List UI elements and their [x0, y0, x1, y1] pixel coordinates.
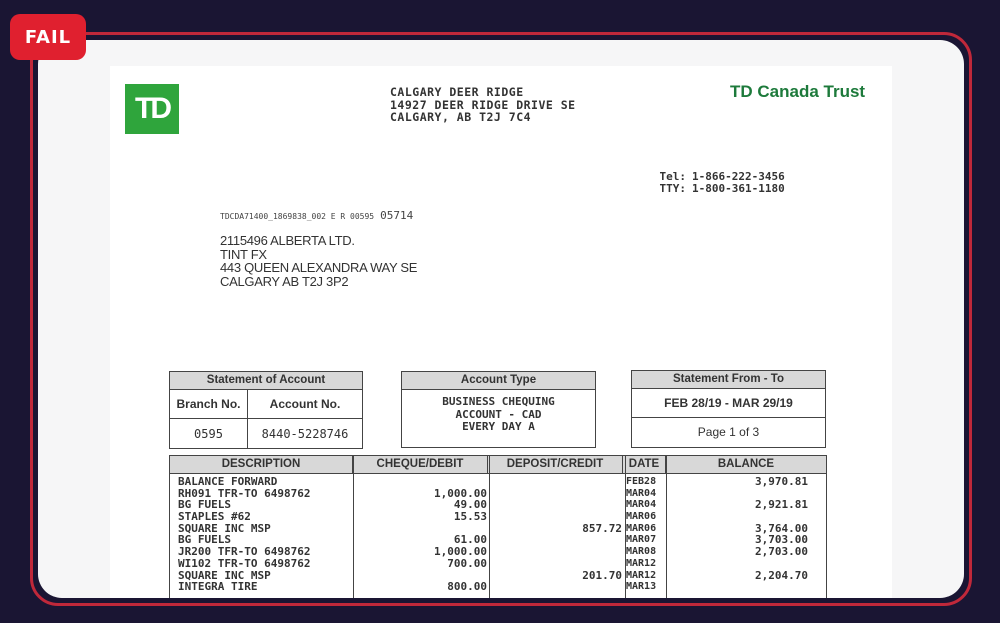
transaction-date: MAR12 [626, 569, 657, 581]
transaction-date: FEB28 [626, 476, 657, 487]
transactions-table [169, 455, 827, 598]
reference-code: TDCDA71400_1869838_002 E R 00595 [220, 212, 375, 221]
branch-no-value: 0595 [170, 419, 248, 448]
phone-tty: TTY: 1-800-361-1180 [659, 182, 785, 195]
transaction-debit: 1,000.00 [434, 545, 487, 559]
transactions-header [170, 456, 826, 474]
transaction-credit: 857.72 [582, 521, 622, 535]
table-row [170, 511, 826, 523]
column-header-description: DESCRIPTION [170, 456, 353, 473]
column-header-date: DATE [623, 456, 666, 473]
phone-tel: Tel: 1-866-222-3456 [659, 170, 785, 183]
table-row [170, 499, 826, 511]
branch-address [390, 86, 576, 124]
statement-of-account-title: Statement of Account [170, 372, 362, 390]
transaction-balance: 3,764.00 [755, 521, 808, 535]
transaction-description: RH091 TFR-TO 6498762 [178, 486, 311, 500]
transaction-description: WI102 TFR-TO 6498762 [178, 556, 311, 570]
transaction-description: JR200 TFR-TO 6498762 [178, 545, 311, 559]
customer-address [220, 234, 417, 288]
statement-period-title: Statement From - To [632, 371, 825, 389]
transaction-debit: 49.00 [453, 498, 487, 512]
bank-statement-page [110, 66, 892, 598]
transaction-credit: 201.70 [582, 568, 622, 582]
transaction-balance: 3,970.81 [755, 475, 808, 488]
account-type-box [401, 371, 596, 448]
account-no-label: Account No. [269, 397, 341, 411]
transaction-description: BG FUELS [178, 533, 231, 547]
transaction-balance: 3,703.00 [755, 533, 808, 547]
table-row [170, 570, 826, 582]
transaction-debit: 800.00 [447, 580, 487, 594]
account-type-line: ACCOUNT - CAD [455, 407, 542, 421]
td-logo-icon: TD [125, 84, 179, 134]
page-indicator: Page 1 of 3 [697, 425, 760, 439]
transaction-description: SQUARE INC MSP [178, 568, 271, 582]
statement-period-box [631, 370, 826, 448]
transaction-date: MAR12 [626, 557, 657, 569]
table-row [170, 523, 826, 535]
statement-reference [220, 209, 413, 222]
transaction-description: INTEGRA TIRE [178, 580, 258, 594]
document-card [38, 40, 964, 598]
transaction-debit: 61.00 [453, 533, 487, 547]
transaction-description: BALANCE FORWARD [178, 475, 278, 488]
phone-numbers [650, 171, 785, 195]
table-row [170, 558, 826, 570]
transaction-balance: 2,204.70 [755, 568, 808, 582]
transaction-debit: 700.00 [447, 556, 487, 570]
transaction-debit: 1,000.00 [434, 486, 487, 500]
column-header-debit: CHEQUE/DEBIT [353, 456, 488, 473]
transaction-date: MAR04 [626, 487, 657, 499]
bank-name: TD Canada Trust [730, 82, 866, 101]
transaction-description: BG FUELS [178, 498, 231, 512]
column-header-credit: DEPOSIT/CREDIT [488, 456, 623, 473]
transaction-date: MAR13 [626, 581, 657, 593]
statement-date-range: FEB 28/19 - MAR 29/19 [632, 389, 825, 418]
transaction-date: MAR04 [626, 499, 657, 511]
transaction-balance: 2,921.81 [755, 498, 808, 512]
customer-address-line: 2115496 ALBERTA LTD. [220, 233, 355, 248]
customer-address-line: TINT FX [220, 246, 267, 262]
transaction-debit: 15.53 [453, 510, 487, 524]
branch-address-line: 14927 DEER RIDGE DRIVE SE [390, 97, 576, 112]
transaction-balance: 2,703.00 [755, 545, 808, 559]
table-row [170, 581, 826, 593]
transaction-date: MAR06 [626, 511, 657, 523]
account-type-title: Account Type [402, 372, 595, 390]
reference-number: 05714 [380, 209, 414, 222]
statement-of-account-box [169, 371, 363, 449]
table-row [170, 488, 826, 500]
customer-address-line: CALGARY AB T2J 3P2 [220, 273, 349, 289]
branch-address-line: CALGARY DEER RIDGE [390, 85, 524, 99]
transaction-date: MAR07 [626, 534, 657, 546]
account-type-line: BUSINESS CHEQUING [442, 395, 555, 408]
customer-address-line: 443 QUEEN ALEXANDRA WAY SE [220, 260, 418, 275]
transaction-date: MAR08 [626, 546, 657, 558]
table-row [170, 476, 826, 488]
transactions-body [170, 476, 826, 593]
transaction-description: SQUARE INC MSP [178, 521, 271, 535]
transaction-description: STAPLES #62 [178, 510, 251, 524]
branch-no-label: Branch No. [170, 390, 248, 418]
account-no-value: 8440-5228746 [261, 426, 349, 441]
fail-badge: FAIL [10, 14, 86, 60]
transaction-date: MAR06 [626, 522, 657, 534]
column-header-balance: BALANCE [717, 458, 775, 470]
account-type-line: EVERY DAY A [462, 420, 535, 433]
branch-address-line: CALGARY, AB T2J 7C4 [390, 110, 532, 124]
